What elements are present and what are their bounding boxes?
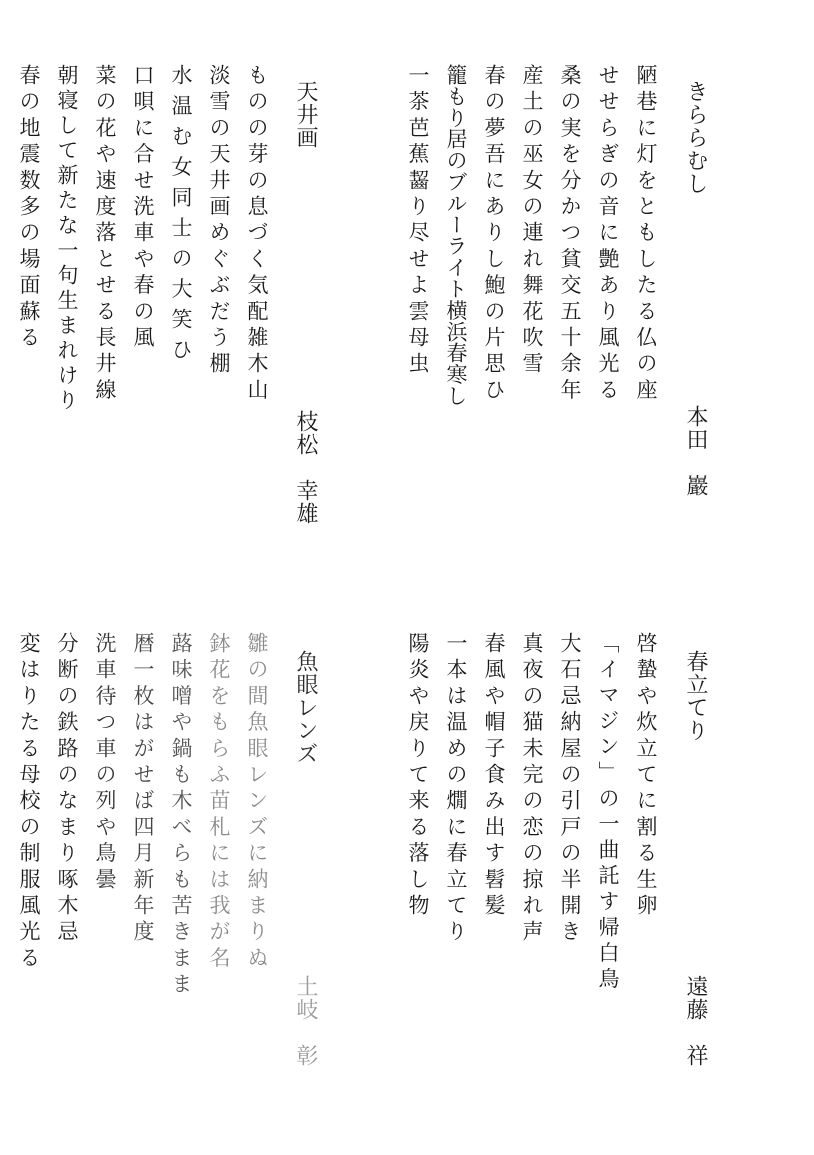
haiku-line: せせらぎの音に艶あり風光る <box>596 64 620 405</box>
haiku-line: 陋巷に灯をともしたる仏の座 <box>634 64 658 405</box>
haiku-line: 春の地震数多の場面蘇る <box>17 64 41 353</box>
haiku-line: 桑の実を分かつ貧交五十余年 <box>558 64 582 405</box>
haiku-line: 分断の鉄路のなまり啄木忌 <box>55 632 79 947</box>
haiku-line: 鉢花をもらふ苗札には我が名 <box>207 632 231 973</box>
haiku-line: 産土の巫女の連れ舞花吹雪 <box>520 64 544 379</box>
haiku-line: 雛の間魚眼レンズに納まりぬ <box>245 632 269 973</box>
haiku-line: 蕗味噌や鍋も木べらも苦きまま <box>169 632 193 999</box>
haiku-line: 一本は温めの燗に春立てり <box>444 632 468 947</box>
section-title: 春立てり <box>683 650 708 742</box>
haiku-line: 籠もり居のブルーライト横浜春寒し <box>444 64 468 407</box>
haiku-line: 口唄に合せ洗車や春の風 <box>131 64 155 353</box>
section-author: 本田 巖 <box>683 405 708 497</box>
haiku-line: 「イマジン」の一曲託す帰白鳥 <box>596 632 620 994</box>
haiku-line: 春風や帽子食み出す髫髪 <box>482 632 506 921</box>
haiku-line: 菜の花や速度落とせる長井線 <box>93 64 117 405</box>
haiku-line: 一茶芭蕉齧り尽せよ雲母虫 <box>406 64 430 379</box>
haiku-line: 春の夢吾にありし鮑の片思ひ <box>482 64 506 405</box>
section-title: きららむし <box>683 80 708 195</box>
haiku-line: 水温む女同士の大笑ひ <box>169 64 193 369</box>
haiku-line: 真夜の猫未完の恋の掠れ声 <box>520 632 544 947</box>
section-title: 魚眼レンズ <box>293 650 318 765</box>
haiku-line: 暦一枚はがせば四月新年度 <box>131 632 155 947</box>
section-author: 土岐 彰 <box>293 975 318 1067</box>
haiku-line: 啓蟄や炊立てに割る生卵 <box>634 632 658 921</box>
haiku-line: 淡雪の天井画めぐぶだう棚 <box>207 64 231 379</box>
haiku-line: 変はりたる母校の制服風光る <box>17 632 41 973</box>
section-title: 天井画 <box>293 80 318 149</box>
section-author: 遠藤 祥 <box>683 975 708 1067</box>
haiku-line: ものの芽の息づく気配雑木山 <box>245 64 269 405</box>
haiku-line: 朝寝して新たな一句生まれけり <box>55 64 79 414</box>
haiku-line: 洗車待つ車の列や鳥曇 <box>93 632 117 894</box>
haiku-line: 大石忌納屋の引戸の半開き <box>558 632 582 947</box>
section-author: 枝松 幸雄 <box>293 410 318 525</box>
haiku-line: 陽炎や戻りて来る落し物 <box>406 632 430 921</box>
